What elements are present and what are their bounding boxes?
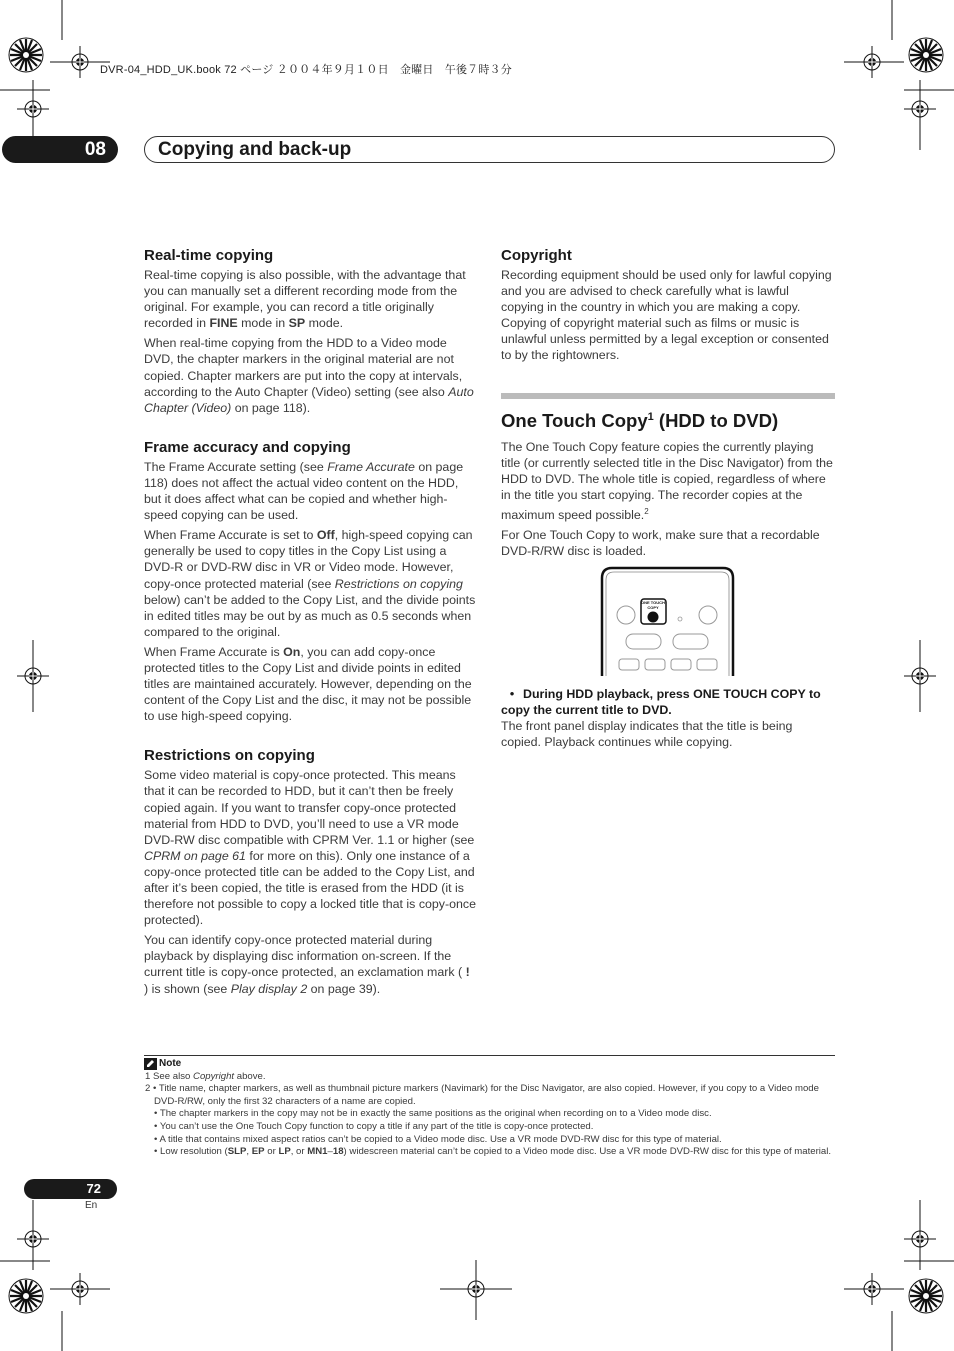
print-header: DVR-04_HDD_UK.book 72 ページ ２００４年９月１０日 金曜日 午後７時３分 bbox=[100, 64, 512, 76]
one-touch-section bbox=[501, 405, 835, 563]
bullet-icon: • bbox=[509, 687, 515, 701]
restrictions-paragraph-2: You can identify copy-once protected material during playback by displaying disc information on-screen. If the current title is copy-once protected, an exclamation mark ( ! ) is shown (see Play display 2 on page 39). bbox=[144, 933, 470, 996]
copyright-paragraph: Recording equipment should be used only for lawful copying and you are advised to check carefully what is lawful copying in the country in which you are making a copy. Copying of copyright material such as films or music is unlawful unless permitted by a legal exception or consented to by the rightowners. bbox=[501, 268, 832, 363]
remote-label-line-2: COPY bbox=[647, 605, 659, 610]
restrictions-paragraph-1: Some video material is copy-once protected. This means that it can be recorded to HDD, but it can’t then be freely copied again. If you want to transfer copy-once protected material from HDD to DVD, you’ll need to use a VR mode DVD-RW disc compatible with CPRM Ver. 1.1 or higher (see CPRM on page 61 for more on this). Only one instance of a copy-once protected title can be added to the Copy List, and after it’s been copied, the title is erased from the HDD (it is therefore not possible to copy a locked title that is copy-once protected). bbox=[144, 768, 476, 928]
frame-heading: Frame accuracy and copying bbox=[144, 438, 351, 456]
remote-control-illustration bbox=[600, 566, 735, 676]
note-label-row bbox=[144, 1058, 835, 1071]
note-2-item: • Low resolution (SLP, EP or LP, or MN1–18) widescreen material can’t be copied to a Video mode disc. Use a VR mode DVD-RW disc for this type of material. bbox=[154, 1146, 832, 1158]
note-1: 1 See also Copyright above. bbox=[145, 1070, 266, 1082]
one-touch-paragraph-2: For One Touch Copy to work, make sure that a recordable DVD-R/RW disc is loaded. bbox=[501, 527, 820, 558]
remote-label-line-1: ONE TOUCH bbox=[641, 600, 665, 605]
chapter-number: 08 bbox=[2, 136, 118, 163]
note-label: Note bbox=[159, 1058, 182, 1069]
frame-paragraph-3: When Frame Accurate is On, you can add copy-once protected titles to the Copy List and divide points in edited titles are maintained accurately. However, depending on the content of the Copy List and the disc, it may not be possible to use high-speed copying. bbox=[144, 644, 472, 724]
section-divider bbox=[501, 393, 835, 399]
page-language: En bbox=[85, 1200, 98, 1211]
note-2: 2 • Title name, chapter markers, as well as thumbnail picture markers (Navimark) for the Disc Navigator, are also copied. However, if you copy to a Video mode DVD-R/RW, only the first 32 characters of a name are copied. • The chapter markers in the copy may not be in exactly the same positions as the original when recording on to a Video mode disc. • You can’t use the One Touch Copy function to copy a title if any part of the title is copy-once protected. • A title that contains mixed aspect ratios can’t be copied to a Video mode disc. Use a VR mode DVD-RW disc for this type of material. • Low resolution (SLP, EP or LP, or MN1–18) widescreen material can’t be copied to a Video mode disc. Use a VR mode DVD-RW disc for this type of material. bbox=[144, 1083, 835, 1159]
one-touch-paragraph-1: The One Touch Copy feature copies the currently playing title (or currently selected title in the Disc Navigator) from the HDD to DVD. The whole title is copied, regardless of where in the title you start copying. The recorder copies at the maximum speed possible.$^2$ bbox=[501, 440, 833, 522]
chapter-title: Copying and back-up bbox=[144, 136, 835, 163]
realtime-paragraph-2: When real-time copying from the HDD to a Video mode DVD, the chapter markers in the original material are not copied. Chapter markers are put into the copy at intervals, according to the Auto Chapter (Video) setting (see also Auto Chapter (Video) on page 118). bbox=[144, 336, 474, 415]
notes-section bbox=[144, 1055, 835, 1159]
one-touch-instructions bbox=[501, 686, 835, 754]
note-2-item: • You can’t use the One Touch Copy function to copy a title if any part of the title is copy-once protected. bbox=[154, 1120, 594, 1132]
realtime-heading: Real-time copying bbox=[144, 247, 274, 264]
one-touch-heading: One Touch Copy$^1$ (HDD to DVD) bbox=[501, 410, 779, 432]
left-column bbox=[144, 246, 477, 1001]
page-number: 72 bbox=[24, 1179, 117, 1199]
note-pencil-icon bbox=[144, 1058, 157, 1070]
remote-control-icon bbox=[600, 566, 735, 676]
restrictions-heading: Restrictions on copying bbox=[144, 747, 315, 765]
instruction-bullet: • During HDD playback, press ONE TOUCH COPY to copy the current title to DVD. bbox=[501, 687, 821, 718]
realtime-paragraph-1: Real-time copying is also possible, with the advantage that you can manually set a different recording mode from the original. For example, you can record a title originally recorded in FINE mode in SP mode. bbox=[144, 268, 466, 331]
frame-paragraph-1: The Frame Accurate setting (see Frame Accurate on page 118) does not affect the actual video content on the HDD, but it does affect what can be copied and whether high-speed copying can be used. bbox=[144, 459, 464, 523]
copyright-heading: Copyright bbox=[501, 247, 572, 264]
frame-paragraph-2: When Frame Accurate is set to Off, high-speed copying can generally be used to copy titles in the Copy List using a DVD-R or DVD-RW disc in VR or Video mode. However, copy-once protected material (see Restrictions on copying below) can’t be added to the Copy List, and the divide points in edited titles may be out by as much as 0.5 seconds when compared to the original. bbox=[144, 528, 476, 639]
note-2-item: • The chapter markers in the copy may not be in exactly the same positions as the original when recording on to a Video mode disc. bbox=[154, 1108, 712, 1120]
note-2-item: • A title that contains mixed aspect ratios can’t be copied to a Video mode disc. Use a VR mode DVD-RW disc for this type of material. bbox=[154, 1133, 722, 1145]
copyright-section bbox=[501, 246, 835, 368]
after-bullet-paragraph: The front panel display indicates that the title is being copied. Playback continues while copying. bbox=[501, 719, 793, 750]
